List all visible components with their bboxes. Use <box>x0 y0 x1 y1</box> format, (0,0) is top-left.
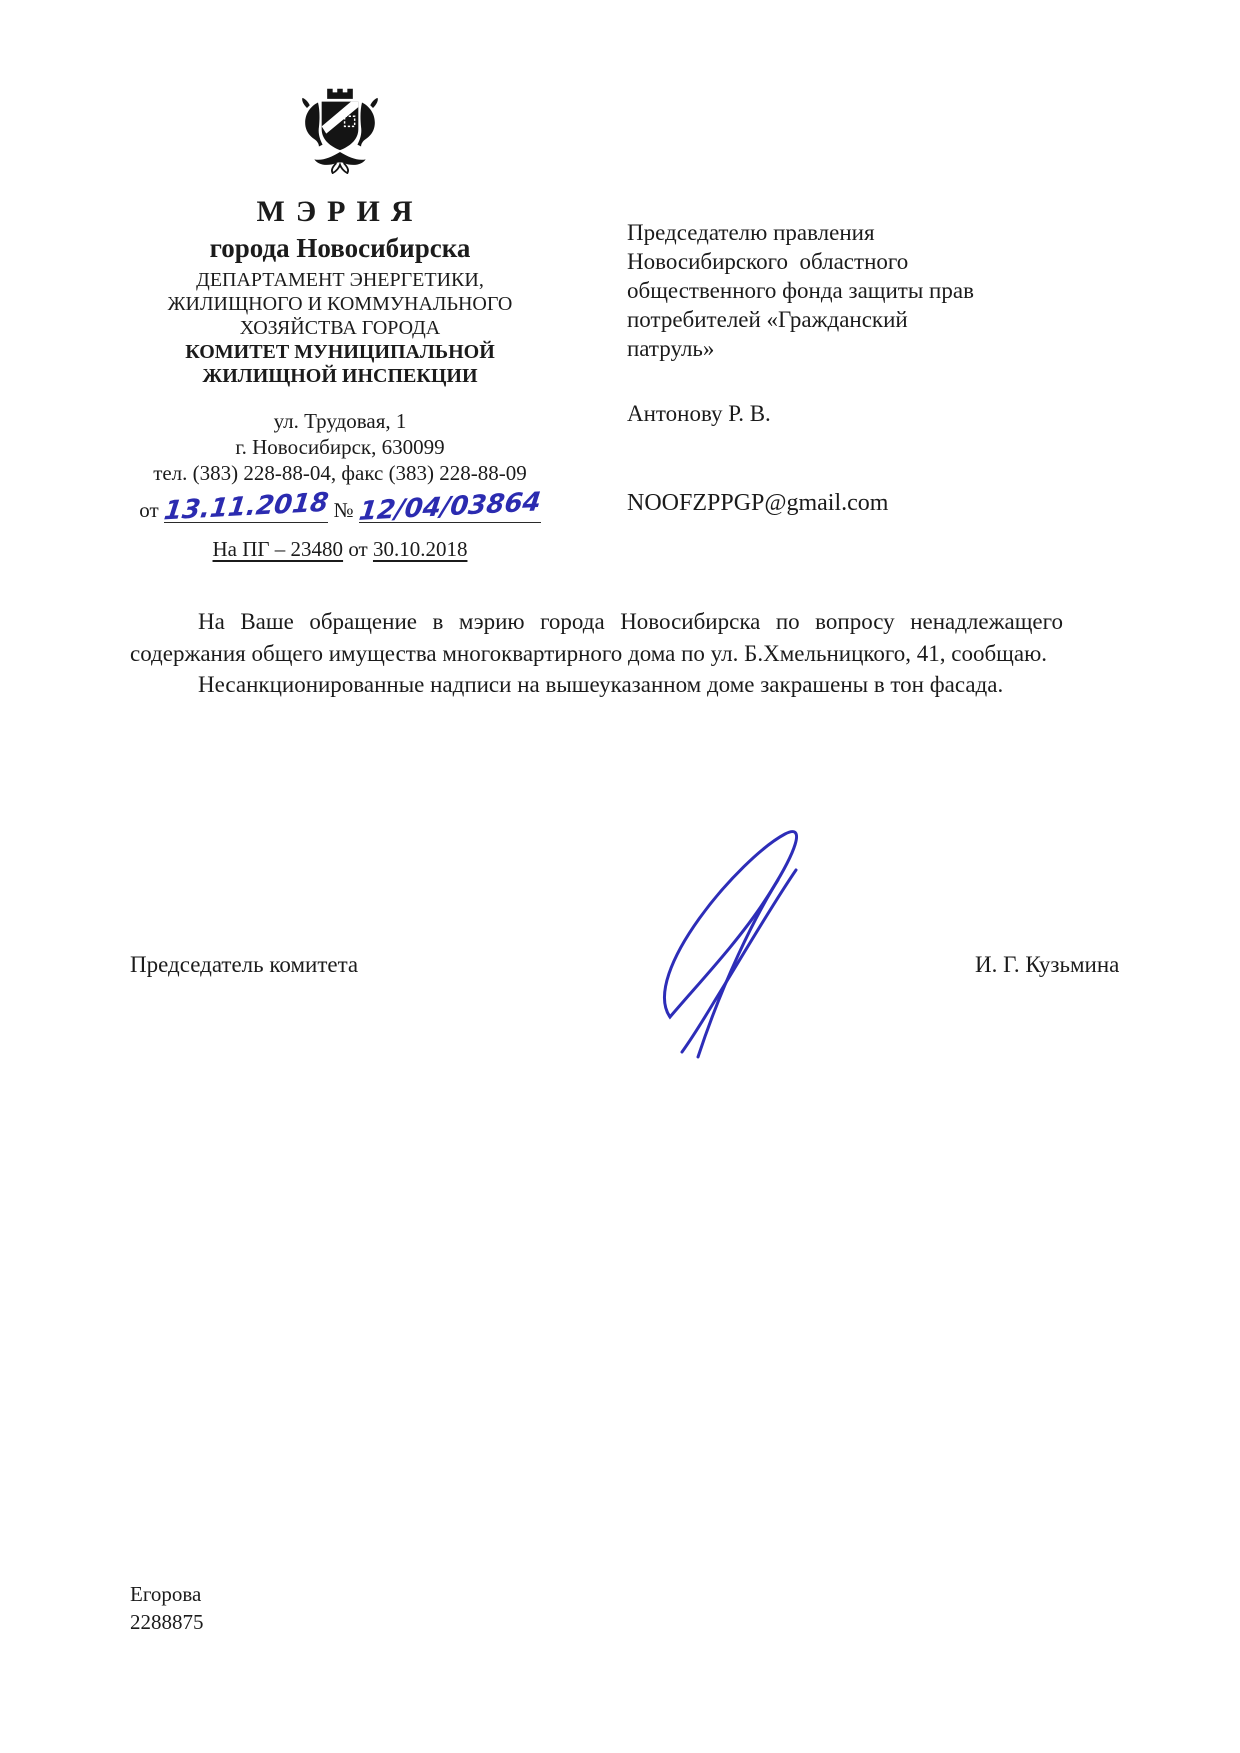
from-label: от <box>139 498 159 522</box>
org-name-city: города Новосибирска <box>209 233 471 263</box>
reply-ref-date: 30.10.2018 <box>372 537 468 561</box>
number-blank <box>357 487 543 527</box>
org-name-mayoralty: МЭРИЯ <box>256 195 424 228</box>
executor-phone: 2288875 <box>130 1610 204 1634</box>
addressee-line: потребителей «Гражданский <box>627 307 908 332</box>
outgoing-ref-line <box>118 487 562 527</box>
addressee-line: патруль» <box>627 336 715 361</box>
addressee-line: Новосибирского областного <box>627 249 909 274</box>
org-address <box>118 408 562 486</box>
novosibirsk-coat-of-arms-icon <box>294 86 386 179</box>
addressee-line: Председателю правления <box>627 220 875 245</box>
department-line: ДЕПАРТАМЕНТ ЭНЕРГЕТИКИ, <box>196 269 484 291</box>
date-blank <box>162 487 331 527</box>
executor-name: Егорова <box>130 1582 202 1606</box>
signer-position-title: Председатель комитета <box>130 952 359 977</box>
address-city: г. Новосибирск, 630099 <box>235 435 445 459</box>
department-line: ЖИЛИЩНОГО И КОММУНАЛЬНОГО <box>167 293 513 315</box>
addressee-line: общественного фонда защиты прав <box>627 278 974 303</box>
addressee-person-name: Антонову Р. В. <box>627 401 771 426</box>
executor-footer <box>130 1580 204 1636</box>
department-name <box>118 268 562 388</box>
addressee-email: NOOFZPPGP@gmail.com <box>627 490 889 516</box>
reply-ref-number: На ПГ – 23480 <box>212 537 344 561</box>
letter-body <box>130 606 1063 701</box>
addressee-block <box>627 218 1087 517</box>
number-label: № <box>333 498 354 522</box>
body-paragraph-2: Несанкционированные надписи на вышеуказанном доме закрашены в тон фасада. <box>198 672 1004 697</box>
address-phone-fax: тел. (383) 228-88-04, факс (383) 228-88-09 <box>153 461 527 485</box>
signer-name: И. Г. Кузьмина <box>975 952 1120 977</box>
department-line: ХОЗЯЙСТВА ГОРОДА <box>239 317 441 339</box>
letterhead <box>118 86 562 562</box>
committee-line: КОМИТЕТ МУНИЦИПАЛЬНОЙ <box>185 341 495 363</box>
reply-ref-from: от <box>343 537 373 561</box>
handwritten-date: 13.11.2018 <box>162 487 331 527</box>
handwritten-number: 12/04/03864 <box>357 487 543 527</box>
address-street: ул. Трудовая, 1 <box>273 409 407 433</box>
reply-reference-line <box>118 537 562 562</box>
body-paragraph-1: На Ваше обращение в мэрию города Новосибирска по вопросу ненадлежащего содержания общего имущества многоквартирного дома по ул. Б.Хмельницкого, 41, сообщаю. <box>130 609 1063 666</box>
handwritten-signature <box>618 822 888 1062</box>
committee-line: ЖИЛИЩНОЙ ИНСПЕКЦИИ <box>202 365 478 387</box>
